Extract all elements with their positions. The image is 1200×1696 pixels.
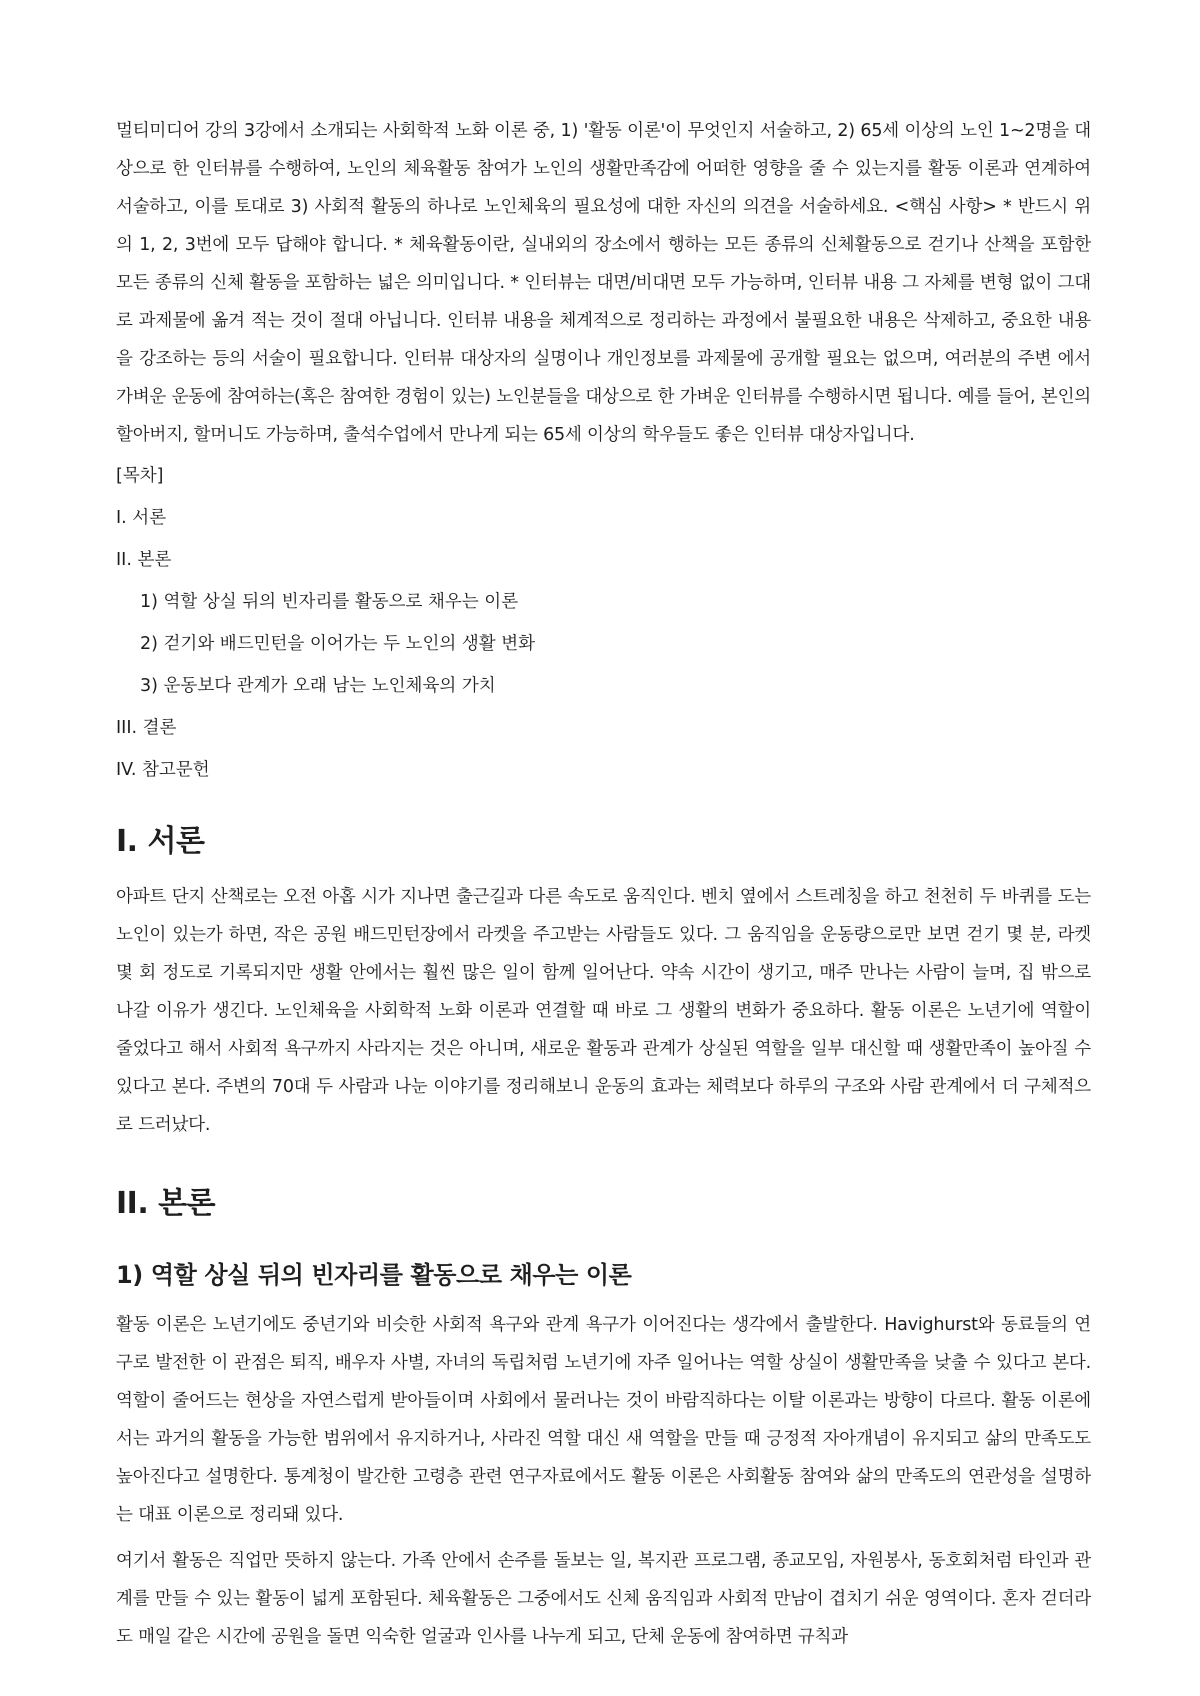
section-1-paragraph-1: 활동 이론은 노년기에도 중년기와 비슷한 사회적 욕구와 관계 욕구가 이어진다는 생각에서 출발한다. Havighurst와 동료들의 연구로 발전한 이 관점은 퇴직, 배우자 사별, 자녀의 독립처럼 노년기에 자주 일어나는 역할 상실이 생활만족을 낮출 수 있다고 본다. 역할이 줄어드는 현상을 자연스럽게 받아들이며 사회에서 물러나는 것이 바람직하다는 이탈 이론과는 방향이 다르다. 활동 이론에서는 과거의 활동을 가능한 범위에서 유지하거나, 사라진 역할 대신 새 역할을 만들 때 긍정적 자아개념이 유지되고 삶의 만족도도 높아진다고 설명한다. 통계청이 발간한 고령층 관련 연구자료에서도 활동 이론은 사회활동 참여와 삶의 만족도의 연관성을 설명하는 대표 이론으로 정리돼 있다. [116,1315,1091,1525]
section-1-heading: 1) 역할 상실 뒤의 빈자리를 활동으로 채우는 이론 [116,1261,632,1289]
intro-paragraph: 아파트 단지 산책로는 오전 아홉 시가 지나면 출근길과 다른 속도로 움직인다. 벤치 옆에서 스트레칭을 하고 천천히 두 바퀴를 도는 노인이 있는가 하면, 작은 공원 배드민턴장에서 라켓을 주고받는 사람들도 있다. 그 움직임을 운동량으로만 보면 걷기 몇 분, 라켓 몇 회 정도로 기록되지만 생활 안에서는 훨씬 많은 일이 함께 일어난다. 약속 시간이 생기고, 매주 만나는 사람이 늘며, 집 밖으로 나갈 이유가 생긴다. 노인체육을 사회학적 노화 이론과 연결할 때 바로 그 생활의 변화가 중요하다. 활동 이론은 노년기에 역할이 줄었다고 해서 사회적 욕구까지 사라지는 것은 아니며, 새로운 활동과 관계가 상실된 역할을 일부 대신할 때 생활만족이 높아질 수 있다고 본다. 주변의 70대 두 사람과 나눈 이야기를 정리해보니 운동의 효과는 체력보다 하루의 구조와 사람 관계에서 더 구체적으로 드러났다. [116,887,1091,1135]
toc-title: [목차] [116,466,164,486]
body-heading: II. 본론 [116,1186,216,1221]
toc-item-references: IV. 참고문헌 [116,760,210,780]
assignment-prompt: 멀티미디어 강의 3강에서 소개되는 사회학적 노화 이론 중, 1) '활동 이론'이 무엇인지 서술하고, 2) 65세 이상의 노인 1~2명을 대상으로 한 인터뷰를 수행하여, 노인의 체육활동 참여가 노인의 생활만족감에 어떠한 영향을 줄 수 있는지를 활동 이론과 연계하여 서술하고, 이를 토대로 3) 사회적 활동의 하나로 노인체육의 필요성에 대한 자신의 의견을 서술하세요. <핵심 사항> * 반드시 위의 1, 2, 3번에 모두 답해야 합니다. * 체육활동이란, 실내외의 장소에서 행하는 모든 종류의 신체활동으로 걷기나 산책을 포함한 모든 종류의 신체 활동을 포함하는 넓은 의미입니다. * 인터뷰는 대면/비대면 모두 가능하며, 인터뷰 내용 그 자체를 변형 없이 그대로 과제물에 옮겨 적는 것이 절대 아닙니다. 인터뷰 내용을 체계적으로 정리하는 과정에서 불필요한 내용은 삭제하고, 중요한 내용을 강조하는 등의 서술이 필요합니다. 인터뷰 대상자의 실명이나 개인정보를 과제물에 공개할 필요는 없으며, 여러분의 주변 에서 가벼운 운동에 참여하는(혹은 참여한 경험이 있는) 노인분들을 대상으로 한 가벼운 인터뷰를 수행하시면 됩니다. 예를 들어, 본인의 할아버지, 할머니도 가능하며, 출석수업에서 만나게 되는 65세 이상의 학우들도 좋은 인터뷰 대상자입니다. [116,121,1091,445]
toc-item-body-3: 3) 운동보다 관계가 오래 남는 노인체육의 가치 [140,676,496,696]
intro-heading: I. 서론 [116,824,205,859]
toc-item-intro: I. 서론 [116,508,167,528]
section-1-paragraph-2: 여기서 활동은 직업만 뜻하지 않는다. 가족 안에서 손주를 돌보는 일, 복지관 프로그램, 종교모임, 자원봉사, 동호회처럼 타인과 관계를 만들 수 있는 활동이 넓게 포함된다. 체육활동은 그중에서도 신체 움직임과 사회적 만남이 겹치기 쉬운 영역이다. 혼자 걷더라도 매일 같은 시간에 공원을 돌면 익숙한 얼굴과 인사를 나누게 되고, 단체 운동에 참여하면 규칙과 [116,1551,1091,1647]
toc-item-conclusion: III. 결론 [116,718,177,738]
toc-item-body-2: 2) 걷기와 배드민턴을 이어가는 두 노인의 생활 변화 [140,634,535,654]
table-of-contents [116,464,1091,782]
toc-item-body: II. 본론 [116,550,172,570]
toc-item-body-1: 1) 역할 상실 뒤의 빈자리를 활동으로 채우는 이론 [140,592,519,612]
